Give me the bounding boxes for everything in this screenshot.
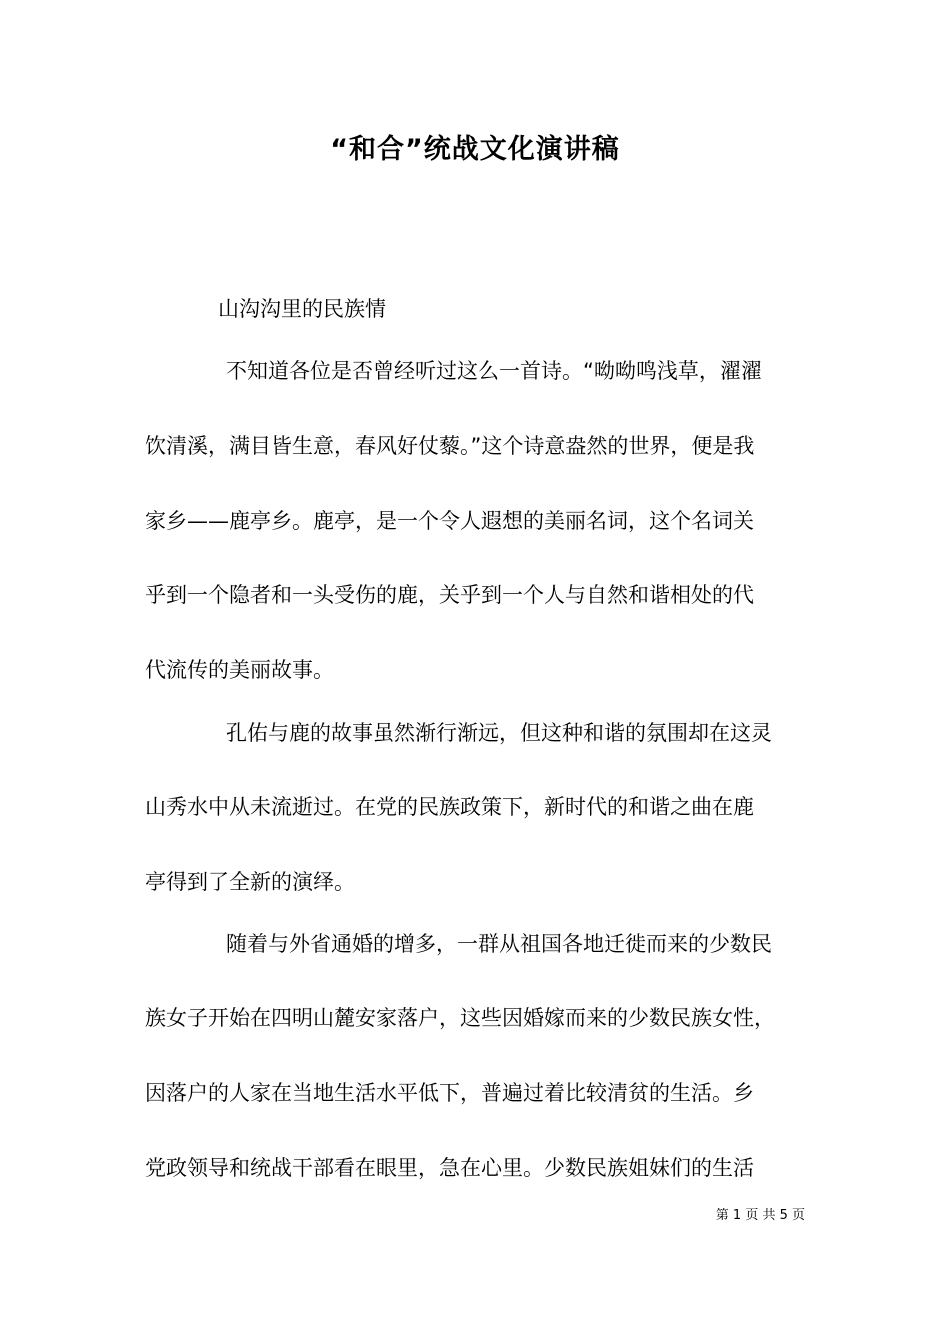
document-title: “和合”统战文化演讲稿 xyxy=(330,134,620,165)
paragraph-line: 族女子开始在四明山麓安家落户，这些因婚嫁而来的少数民族女性， xyxy=(145,1006,775,1030)
section-subtitle: 山沟沟里的民族情 xyxy=(218,297,386,321)
paragraph-line: 山秀水中从未流逝过。在党的民族政策下，新时代的和谐之曲在鹿 xyxy=(145,795,754,819)
paragraph-line: 饮清溪，满目皆生意，春风好仗藜。”这个诗意盎然的世界，便是我 xyxy=(145,434,755,458)
paragraph-line: 代流传的美丽故事。 xyxy=(145,658,334,682)
paragraph-line: 乎到一个隐者和一头受伤的鹿，关乎到一个人与自然和谐相处的代 xyxy=(145,583,754,607)
paragraph-line: 亭得到了全新的演绎。 xyxy=(145,870,355,894)
paragraph-line: 党政领导和统战干部看在眼里，急在心里。少数民族姐妹们的生活 xyxy=(145,1156,754,1180)
page-number-footer: 第 1 页 共 5 页 xyxy=(715,1208,805,1223)
paragraph-line: 随着与外省通婚的增多，一群从祖国各地迁徙而来的少数民 xyxy=(226,932,772,956)
paragraph-line: 家乡——鹿亭乡。鹿亭，是一个令人遐想的美丽名词，这个名词关 xyxy=(145,509,754,533)
paragraph-line: 因落户的人家在当地生活水平低下，普遍过着比较清贫的生活。乡 xyxy=(145,1081,754,1105)
paragraph-line: 不知道各位是否曾经听过这么一首诗。“呦呦鸣浅草，濯濯 xyxy=(226,359,762,383)
paragraph-line: 孔佑与鹿的故事虽然渐行渐远，但这种和谐的氛围却在这灵 xyxy=(226,721,772,745)
